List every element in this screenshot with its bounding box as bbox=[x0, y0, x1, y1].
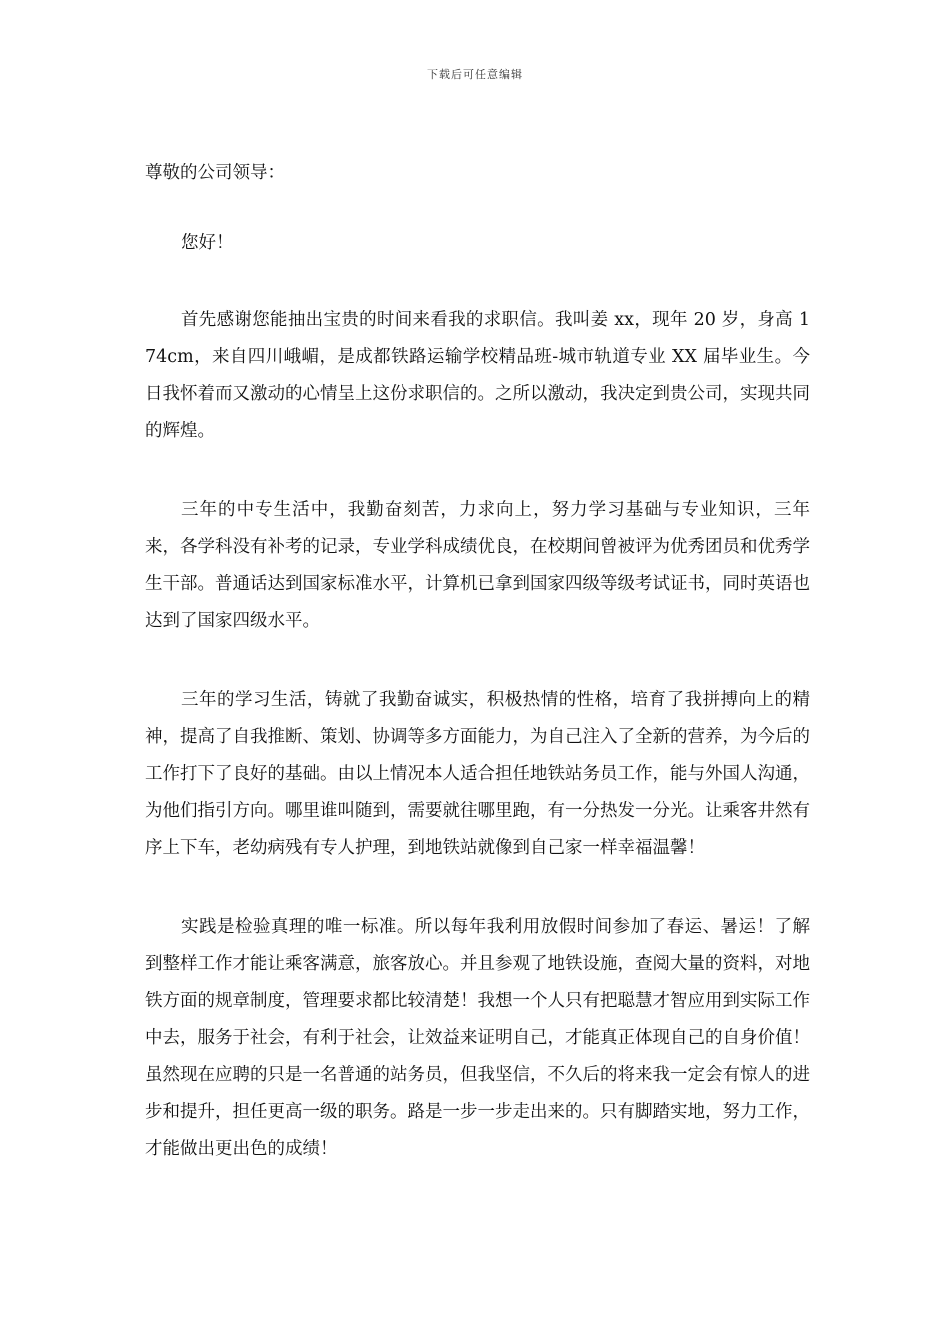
letter-paragraph-2: 三年的中专生活中，我勤奋刻苦，力求向上，努力学习基础与专业知识，三年来，各学科没有补考的记录，专业学科成绩优良，在校期间曾被评为优秀团员和优秀学生干部。普通话达到国家标准水平，计算机已拿到国家四级等级考试证书，同时英语也达到了国家四级水平。 bbox=[145, 500, 810, 631]
page-header-note: 下载后可任意编辑 bbox=[427, 68, 523, 81]
letter-greeting: 您好！ bbox=[181, 233, 234, 253]
letter-salutation: 尊敬的公司领导： bbox=[145, 163, 285, 183]
letter-paragraph-1: 首先感谢您能抽出宝贵的时间来看我的求职信。我叫姜 xx，现年 20 岁，身高 174cm，来自四川峨嵋，是成都铁路运输学校精品班-城市轨道专业 XX 届毕业生。今日我怀着而又激动的心情呈上这份求职信的。之所以激动，我决定到贵公司，实现共同的辉煌。 bbox=[145, 310, 810, 441]
letter-body bbox=[145, 158, 810, 1168]
letter-paragraph-4: 实践是检验真理的唯一标准。所以每年我利用放假时间参加了春运、暑运！了解到整样工作才能让乘客满意，旅客放心。并且参观了地铁设施，查阅大量的资料，对地铁方面的规章制度，管理要求都比较清楚！我想一个人只有把聪慧才智应用到实际工作中去，服务于社会，有利于社会，让效益来证明自己，才能真正体现自己的自身价值！虽然现在应聘的只是一名普通的站务员，但我坚信，不久后的将来我一定会有惊人的进步和提升，担任更高一级的职务。路是一步一步走出来的。只有脚踏实地，努力工作，才能做出更出色的成绩！ bbox=[145, 917, 810, 1159]
letter-paragraph-3: 三年的学习生活，铸就了我勤奋诚实，积极热情的性格，培育了我拼搏向上的精神，提高了自我推断、策划、协调等多方面能力，为自己注入了全新的营养，为今后的工作打下了良好的基础。由以上情况本人适合担任地铁站务员工作，能与外国人沟通，为他们指引方向。哪里谁叫随到，需要就往哪里跑，有一分热发一分光。让乘客井然有序上下车，老幼病残有专人护理，到地铁站就像到自己家一样幸福温馨！ bbox=[145, 690, 810, 858]
